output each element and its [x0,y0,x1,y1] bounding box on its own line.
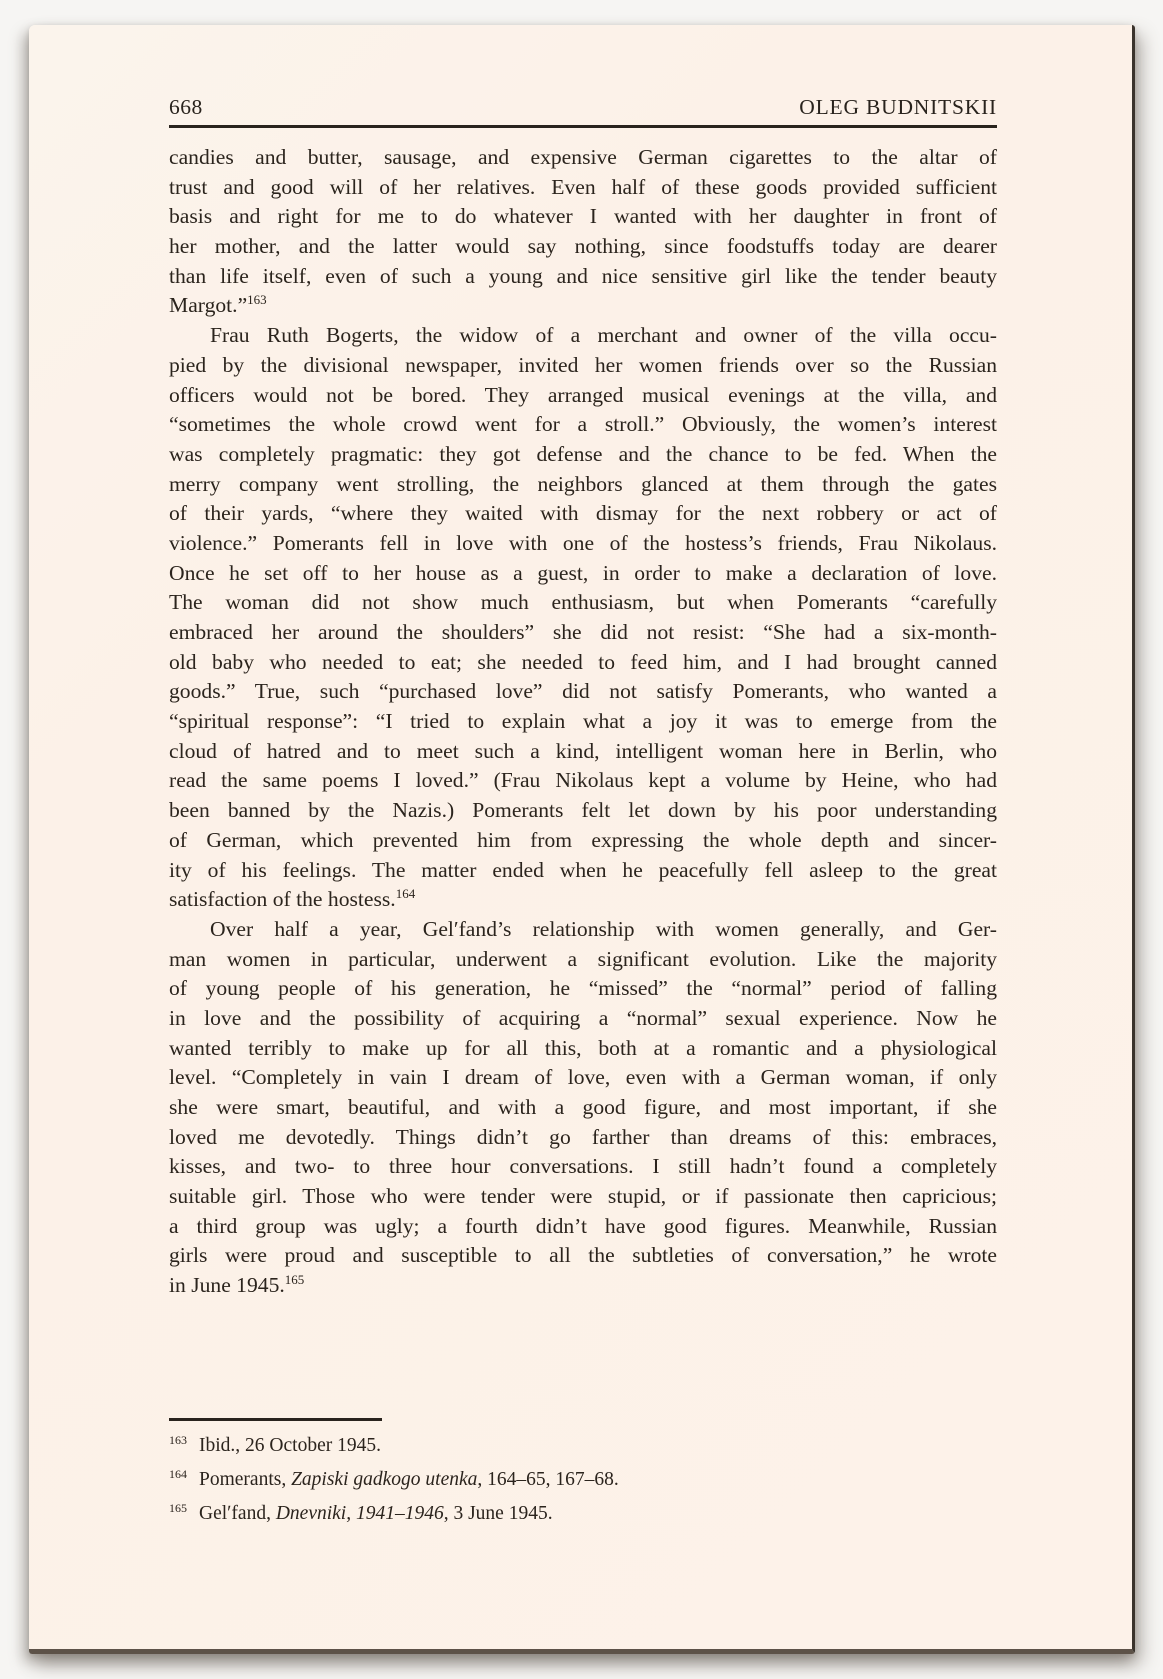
text-line: read the same poems I loved.” (Frau Nikolaus kept a volume by Heine, who had [169,768,997,793]
text-line: merry company went strolling, the neighbors glanced at them through the gates [169,471,997,496]
text-line: pied by the divisional newspaper, invited her women friends over so the Russian [169,352,997,377]
running-title: OLEG BUDNITSKII [799,95,997,119]
text-line: been banned by the Nazis.) Pomerants felt let down by his poor understanding [169,798,997,823]
text-line: of their yards, “where they waited with dismay for the next robbery or act of [169,501,997,526]
text-line: Frau Ruth Bogerts, the widow of a merchant and owner of the villa occu- [210,323,997,348]
text-line [169,885,997,915]
text-line: goods.” True, such “purchased love” did not satisfy Pomerants, who wanted a [169,679,997,704]
footnote-text: , 164–65, 167–68. [477,1468,619,1490]
page-number: 668 [169,95,203,119]
text-line: girls were proud and susceptible to all the subtleties of conversation,” he wrote [169,1243,997,1268]
footnote-reference: 163 [247,292,267,308]
footnote-text: Gelʹfand, [199,1502,276,1524]
text-line: in love and the possibility of acquiring a “normal” sexual experience. Now he [169,1005,997,1030]
text-line: was completely pragmatic: they got defense and the chance to be fed. When the [169,441,997,466]
text-line: candies and butter, sausage, and expensive German cigarettes to the altar of [169,145,997,169]
paragraph-end-text: in June 1945. [169,1273,285,1298]
body-text [169,143,997,1301]
text-line: basis and right for me to do whatever I wanted with her daughter in front of [169,204,997,229]
text-line: loved me devotedly. Things didn’t go farther than dreams of this: embraces, [169,1124,997,1149]
text-line: her mother, and the latter would say nothing, since foodstuffs today are dearer [169,234,997,259]
text-line: cloud of hatred and to meet such a kind, intelligent woman here in Berlin, who [169,738,997,763]
text-line: trust and good will of her relatives. Even half of these goods provided sufficient [169,174,997,199]
footnote-reference: 165 [284,1272,305,1288]
footnote-text: , 3 June 1945. [443,1502,553,1524]
footnote-text: Pomerants, [199,1468,292,1490]
text-line [169,291,997,321]
page-header [169,95,997,128]
text-line: The woman did not show much enthusiasm, but when Pomerants “carefully [169,590,997,615]
text-line: old baby who needed to eat; she needed to feed him, and I had brought canned [169,649,997,674]
footnote-text: Ibid., 26 October 1945. [199,1435,381,1456]
paragraph-end-text: Margot.” [169,293,248,318]
text-line: “spiritual response”: “I tried to explain what a joy it was to emerge from the [169,709,997,734]
footnote-marker: 163 [169,1433,187,1447]
text-line: of young people of his generation, he “missed” the “normal” period of falling [169,976,997,1001]
paragraph-end-text: satisfaction of the hostess. [169,887,396,912]
text-line: wanted terribly to make up for all this, both at a romantic and a physiological [169,1035,997,1060]
footnote-reference: 164 [395,886,416,902]
text-line [169,1271,997,1301]
text-line: suitable girl. Those who were tender were stupid, or if passionate then capricious; [169,1184,997,1209]
footnote [169,1464,997,1498]
footnote-block [169,1418,997,1531]
text-line: Over half a year, Gelʹfand’s relationship with women generally, and Ger- [210,916,997,941]
text-line: she were smart, beautiful, and with a good figure, and most important, if she [169,1095,997,1119]
text-line: Once he set off to her house as a guest, in order to make a declaration of love. [169,560,997,585]
footnote-separator [169,1418,382,1421]
text-line: a third group was ugly; a fourth didn’t have good figures. Meanwhile, Russian [169,1213,997,1238]
text-line: of German, which prevented him from expressing the whole depth and sincer- [169,827,997,852]
footnote [169,1430,997,1464]
text-line: ity of his feelings. The matter ended when he peacefully fell asleep to the great [169,857,997,882]
footnote-marker: 165 [169,1500,187,1515]
text-line: “sometimes the whole crowd went for a stroll.” Obviously, the women’s interest [169,412,997,437]
text-line: embraced her around the shoulders” she did not resist: “She had a six-month- [169,620,997,644]
book-page [29,25,1135,1654]
footnote [169,1498,997,1532]
text-line: than life itself, even of such a young and nice sensitive girl like the tender beauty [169,263,997,288]
text-line: kisses, and two- to three hour conversations. I still hadn’t found a completely [169,1154,997,1179]
text-line: officers would not be bored. They arranged musical evenings at the villa, and [169,382,997,407]
text-line: level. “Completely in vain I dream of love, even with a German woman, if only [169,1065,997,1090]
footnote-italic-title: Zapiski gadkogo utenka [291,1468,478,1490]
text-line: man women in particular, underwent a significant evolution. Like the majority [169,946,997,971]
footnote-marker: 164 [169,1466,187,1481]
text-line: violence.” Pomerants fell in love with one of the hostess’s friends, Frau Nikolaus. [169,530,997,555]
footnote-italic-title: Dnevniki, 1941–1946 [275,1502,444,1524]
